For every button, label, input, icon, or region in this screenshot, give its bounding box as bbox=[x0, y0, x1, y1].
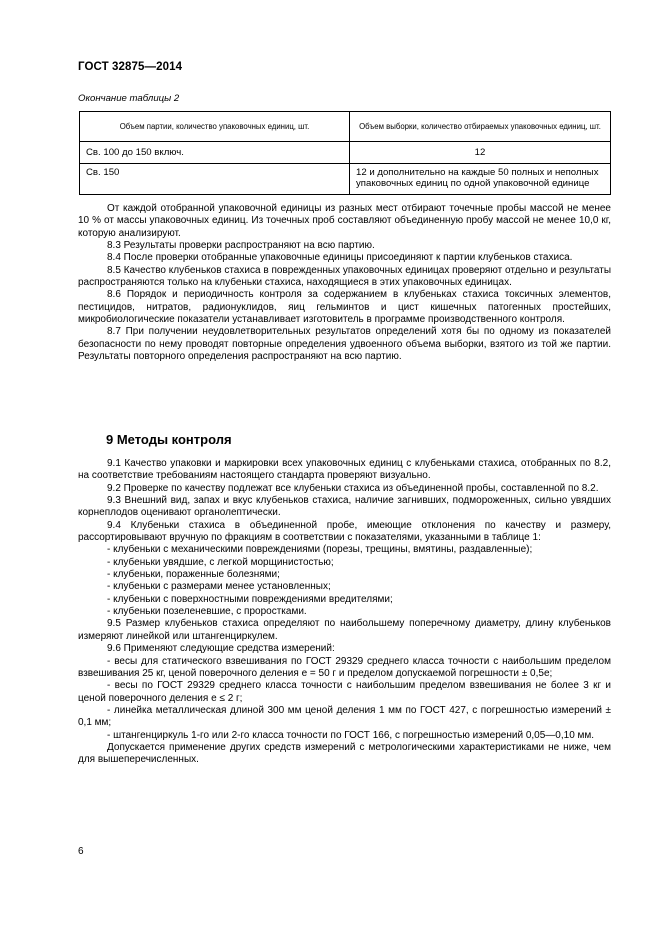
list-item: - клубеньки, пораженные болезнями; bbox=[107, 569, 280, 581]
paragraph: 8.4 После проверки отобранные упаковочные единицы присоединяют к партии клубеньков стахиса. bbox=[107, 252, 573, 264]
table-row bbox=[80, 142, 611, 164]
table-row bbox=[80, 164, 611, 195]
paragraph: Допускается применение других средств измерений с метрологическими характеристиками не ниже, чем для вышеперечисленных. bbox=[78, 741, 611, 766]
list-item: - клубеньки увядшие, с легкой морщинистостью; bbox=[107, 556, 334, 568]
list-item: - клубеньки с механическими повреждениями (порезы, трещины, вмятины, раздавленные); bbox=[107, 544, 533, 556]
list-item: - линейка металлическая длиной 300 мм ценой деления 1 мм по ГОСТ 427, с погрешностью измерений ± 0,1 мм; bbox=[78, 704, 611, 729]
table-header-cell: Объем партии, количество упаковочных единиц, шт. bbox=[80, 112, 350, 142]
paragraph: 9.6 Применяют следующие средства измерений: bbox=[107, 643, 335, 655]
list-item: - клубеньки с размерами менее установленных; bbox=[107, 581, 331, 593]
paragraph: 8.5 Качество клубеньков стахиса в поврежденных упаковочных единицах проверяют отдельно и результаты распространяются только на клубеньки стахиса, находящиеся в этих упаковочных единицах. bbox=[78, 264, 611, 289]
list-item: - весы для статического взвешивания по ГОСТ 29329 среднего класса точности с наибольшим пределом взвешивания 25 кг, ценой поверочного деления е = 50 г и пределом допускаемой погрешности ± 0,5е; bbox=[78, 655, 611, 679]
paragraph: 9.3 Внешний вид, запах и вкус клубеньков стахиса, наличие загнивших, подмороженных, сильно увядших корнеплодов оценивают органолептически. bbox=[78, 495, 611, 519]
table-cell: 12 и дополнительно на каждые 50 полных и неполных упаковочных единиц по одной упаковочной единице bbox=[350, 164, 611, 195]
paragraph: 8.3 Результаты проверки распространяют на всю партию. bbox=[107, 240, 375, 252]
list-item: - клубеньки позеленевшие, с проростками. bbox=[107, 606, 307, 618]
section-9-text bbox=[78, 458, 611, 767]
paragraph: От каждой отобранной упаковочной единицы из разных мест отбирают точечные пробы массой не менее 10 % от массы упаковочных единиц. Из точечных проб составляют объединенную пробу массой не менее 10,0 кг, которую анализируют. bbox=[78, 203, 611, 239]
table-cell: 12 bbox=[350, 142, 611, 164]
document-code: ГОСТ 32875—2014 bbox=[78, 61, 183, 73]
table-cell: Св. 150 bbox=[80, 164, 350, 195]
sample-size-table bbox=[79, 111, 611, 195]
table-cell: Св. 100 до 150 включ. bbox=[80, 142, 350, 164]
list-item: - весы по ГОСТ 29329 среднего класса точности с наибольшим пределом взвешивания не более 3 кг и ценой поверочного деления е ≤ 2 г; bbox=[78, 680, 611, 704]
section-title: 9 Методы контроля bbox=[106, 432, 232, 447]
paragraph: 9.4 Клубеньки стахиса в объединенной пробе, имеющие отклонения по качеству и размеру, рассортировывают вручную по фракциям в соответствии с показателями, указанными в таблице 1: bbox=[78, 519, 611, 544]
list-item: - штангенциркуль 1-го или 2-го класса точности по ГОСТ 166, с погрешностью измерений 0,05—0,10 мм. bbox=[107, 729, 595, 741]
paragraph: 9.1 Качество упаковки и маркировки всех упаковочных единиц с клубеньками стахиса, отобранных по 8.2, на соответствие требованиям настоящего стандарта проверяют визуально. bbox=[78, 458, 611, 482]
section-8-text bbox=[78, 203, 611, 363]
paragraph: 8.6 Порядок и периодичность контроля за содержанием в клубеньках стахиса токсичных элементов, пестицидов, нитратов, радионуклидов, яиц гельминтов и цист кишечных патогенных простейших, микробиологические показатели устанавливает изготовитель в программе производственного контроля. bbox=[78, 289, 611, 326]
paragraph: 8.7 При получении неудовлетворительных результатов определений хотя бы по одному из показателей безопасности по нему проводят повторные определения удвоенного объема выборки, взятого из той же партии. Результаты повторного определения распространяют на всю партию. bbox=[78, 326, 611, 363]
table-header-row bbox=[80, 112, 611, 142]
table-header-cell: Объем выборки, количество отбираемых упаковочных единиц, шт. bbox=[350, 112, 611, 142]
paragraph: 9.5 Размер клубеньков стахиса определяют по наибольшему поперечному диаметру, длину клубеньков измеряют линейкой или штангенциркулем. bbox=[78, 618, 611, 642]
list-item: - клубеньки с поверхностными повреждениями вредителями; bbox=[107, 593, 393, 605]
page-number: 6 bbox=[78, 846, 84, 857]
paragraph: 9.2 Проверке по качеству подлежат все клубеньки стахиса из объединенной пробы, составленной по 8.2. bbox=[107, 482, 599, 494]
table-caption: Окончание таблицы 2 bbox=[78, 93, 180, 104]
